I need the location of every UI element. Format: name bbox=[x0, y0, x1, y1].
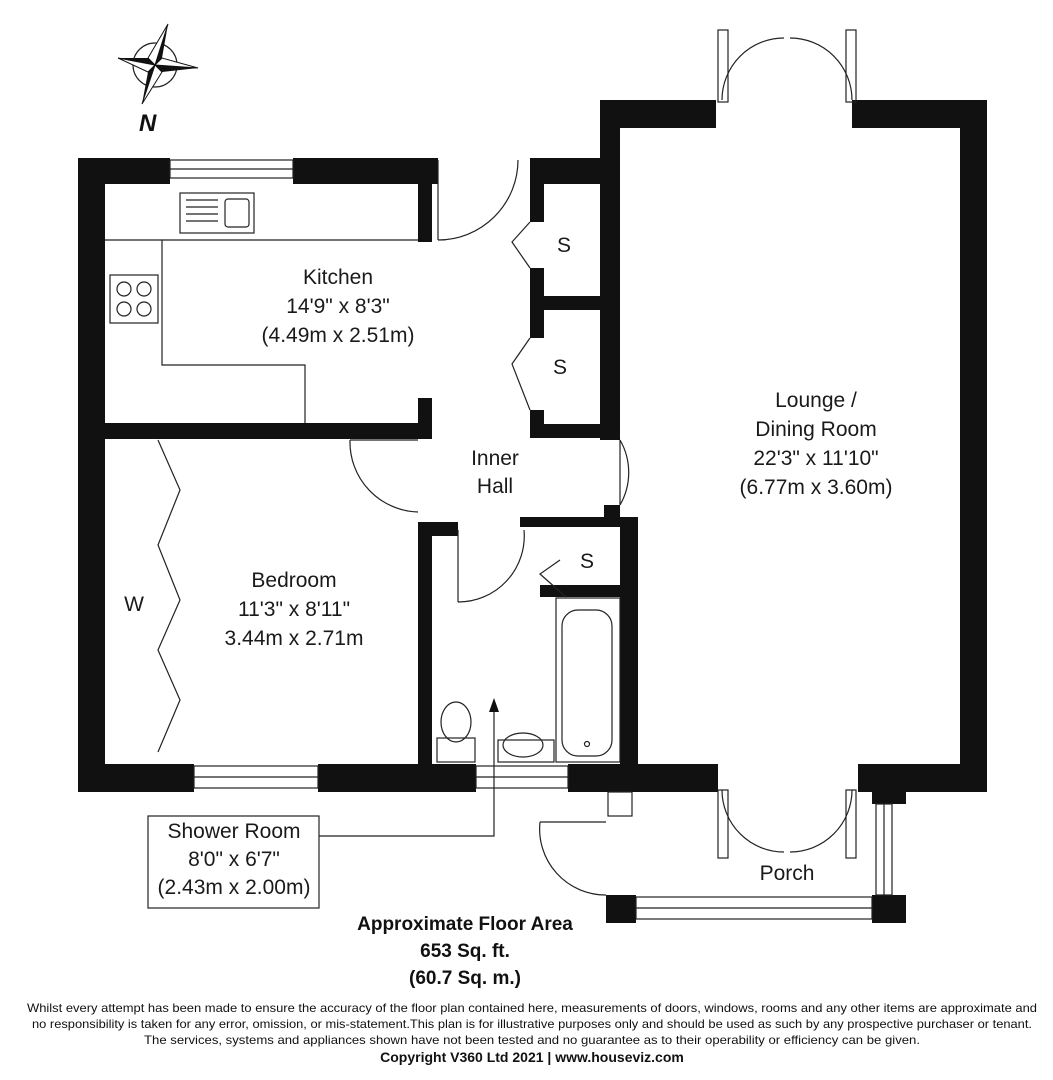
bathroom-fixtures bbox=[437, 598, 620, 762]
floor-area-sqm: (60.7 Sq. m.) bbox=[409, 968, 521, 989]
shower-room-imperial: 8'0" x 6'7" bbox=[188, 848, 280, 871]
lounge-line1: Lounge / bbox=[775, 389, 857, 412]
walls bbox=[78, 100, 987, 923]
floor-area-sqft: 653 Sq. ft. bbox=[420, 941, 510, 962]
disclaimer-line2: no responsibility is taken for any error, omission, or mis-statement.This plan is for illustrative purposes only and should be used as such by any prospective purchaser or tenant. bbox=[32, 1017, 1032, 1031]
floor-area-title: Approximate Floor Area bbox=[357, 914, 573, 935]
wardrobe-label: W bbox=[124, 593, 144, 616]
shower-room-name: Shower Room bbox=[167, 820, 301, 843]
bedroom-metric: 3.44m x 2.71m bbox=[224, 627, 364, 650]
storage-label: S bbox=[579, 550, 595, 573]
inner-hall-line1: Inner bbox=[471, 447, 519, 470]
disclaimer-line1: Whilst every attempt has been made to ensure the accuracy of the floor plan contained here, measurements of doors, windows, rooms and any other items are approximate and bbox=[27, 1001, 1037, 1015]
storage-label: S bbox=[556, 234, 572, 257]
kitchen-metric: (4.49m x 2.51m) bbox=[261, 324, 415, 347]
lounge-metric: (6.77m x 3.60m) bbox=[739, 476, 893, 499]
storage-label: S bbox=[552, 356, 568, 379]
shower-room-metric: (2.43m x 2.00m) bbox=[157, 876, 311, 899]
kitchen-imperial: 14'9" x 8'3" bbox=[286, 295, 390, 318]
kitchen-name: Kitchen bbox=[302, 266, 374, 289]
copyright: Copyright V360 Ltd 2021 | www.houseviz.com bbox=[380, 1049, 684, 1065]
bedroom-name: Bedroom bbox=[251, 569, 337, 592]
lounge-imperial: 22'3" x 11'10" bbox=[753, 447, 879, 470]
bedroom-imperial: 11'3" x 8'11" bbox=[237, 598, 351, 621]
compass-rose-icon bbox=[118, 24, 198, 104]
lounge-line2: Dining Room bbox=[755, 418, 877, 441]
porch-name: Porch bbox=[759, 862, 815, 885]
inner-hall-line2: Hall bbox=[476, 475, 514, 498]
disclaimer-line3: The services, systems and appliances shown have not been tested and no guarantee as to their operability or efficiency can be given. bbox=[144, 1033, 920, 1047]
north-label: N bbox=[139, 110, 157, 137]
